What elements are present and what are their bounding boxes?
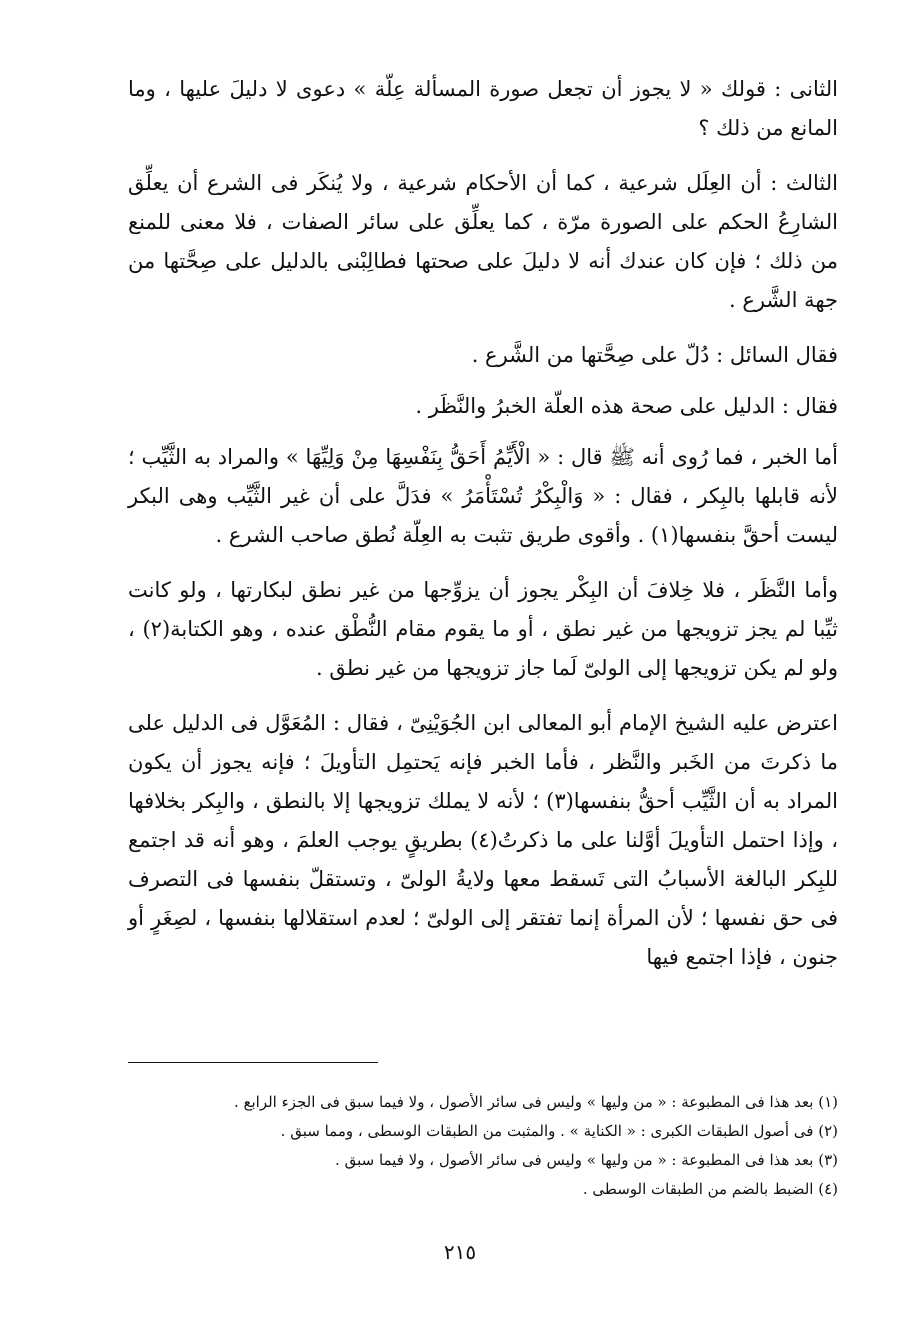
footnote-2: (٢) فى أصول الطبقات الكبرى : « الكناية » . والمثبت من الطبقات الوسطى ، ومما سبق . bbox=[280, 1122, 838, 1140]
paragraph-questioner: فقال السائل : دُلّ على صِحَّتها من الشَّرع . bbox=[471, 343, 838, 367]
footnote-1: (١) بعد هذا فى المطبوعة : « من وليها » وليس فى سائر الأصول ، ولا فيما سبق فى الجزء الرابع . bbox=[233, 1093, 838, 1111]
main-text bbox=[128, 70, 838, 993]
footnote-4: (٤) الضبط بالضم من الطبقات الوسطى . bbox=[582, 1180, 838, 1198]
page-number: ٢١٥ bbox=[443, 1240, 477, 1264]
footnote-divider bbox=[128, 1062, 378, 1063]
paragraph-answer: فقال : الدليل على صحة هذه العلّة الخبرُ والنَّظَر . bbox=[415, 394, 838, 418]
footnote-3: (٣) بعد هذا فى المطبوعة : « من وليها » وليس فى سائر الأصول ، ولا فيما سبق . bbox=[335, 1151, 838, 1169]
paragraph-third-point: الثالث : أن العِلَل شرعية ، كما أن الأحكام شرعية ، ولا يُنكَر فى الشرع أن يعلِّق الشارِعُ الحكم على الصورة مرّة ، كما يعلِّق على سائر الصفات ، فلا معنى للمنع من ذلك ؛ فإن كان عندك أنه لا دليلَ على صحتها فطالِبْنى بالدليل على صِحَّتها من جهة الشَّرع . bbox=[128, 171, 838, 312]
paragraph-objection: اعترض عليه الشيخ الإمام أبو المعالى ابن الجُوَيْنِىّ ، فقال : المُعَوَّل فى الدليل على ما ذكرتَ من الخَبر والنَّظر ، فأما الخبر فإنه يَحتمِل التأويلَ ؛ فإنه يجوز أن يكون المراد به أن الثَّيِّب أحقُّ بنفسها(٣) ؛ لأنه لا يملك تزويجها إلا بالنطق ، والبِكر بخلافها ، وإذا احتمل التأويلَ أوَّلنا على ما ذكرتُ(٤) بطريقٍ يوجب العلمَ ، وهو أنه قد اجتمع للبِكر البالغة الأسبابُ التى تَسقط معها ولايةُ الولىّ ، وتستقلّ بنفسها فى التصرف فى حق نفسها ؛ لأن المرأة إنما تفتقر إلى الولىّ ؛ لعدم استقلالها بنفسها ، لصِغَرٍ أو جنون ، فإذا اجتمع فيها bbox=[128, 711, 838, 969]
paragraph-report: أما الخبر ، فما رُوى أنه ﷺ قال : « الْأَيِّمُ أَحَقُّ بِنَفْسِهَا مِنْ وَلِيِّهَا » والمراد به الثَّيِّب ؛ لأنه قابلها بالبِكر ، فقال : « وَالْبِكْرُ تُسْتَأْمَرُ » فدَلَّ على أن غير الثَّيِّب وهى البكر ليست أحقَّ بنفسها(١) . وأقوى طريق تثبت به العِلّة نُطق صاحب الشرع . bbox=[128, 445, 838, 547]
footnotes bbox=[128, 1088, 838, 1204]
paragraph-reasoning: وأما النَّظَر ، فلا خِلافَ أن البِكْر يجوز أن يزوِّجها من غير نطق لبكارتها ، ولو كانت ثيِّبا لم يجز تزويجها من غير نطق ، أو ما يقوم مقام النُّطْق عنده ، وهو الكتابة(٢) ، ولو لم يكن تزويجها إلى الولىّ لَما جاز تزويجها من غير نطق . bbox=[128, 578, 838, 680]
paragraph-second-point: الثانى : قولك « لا يجوز أن تجعل صورة المسألة عِلّة » دعوى لا دليلَ عليها ، وما المانع من ذلك ؟ bbox=[128, 77, 838, 140]
